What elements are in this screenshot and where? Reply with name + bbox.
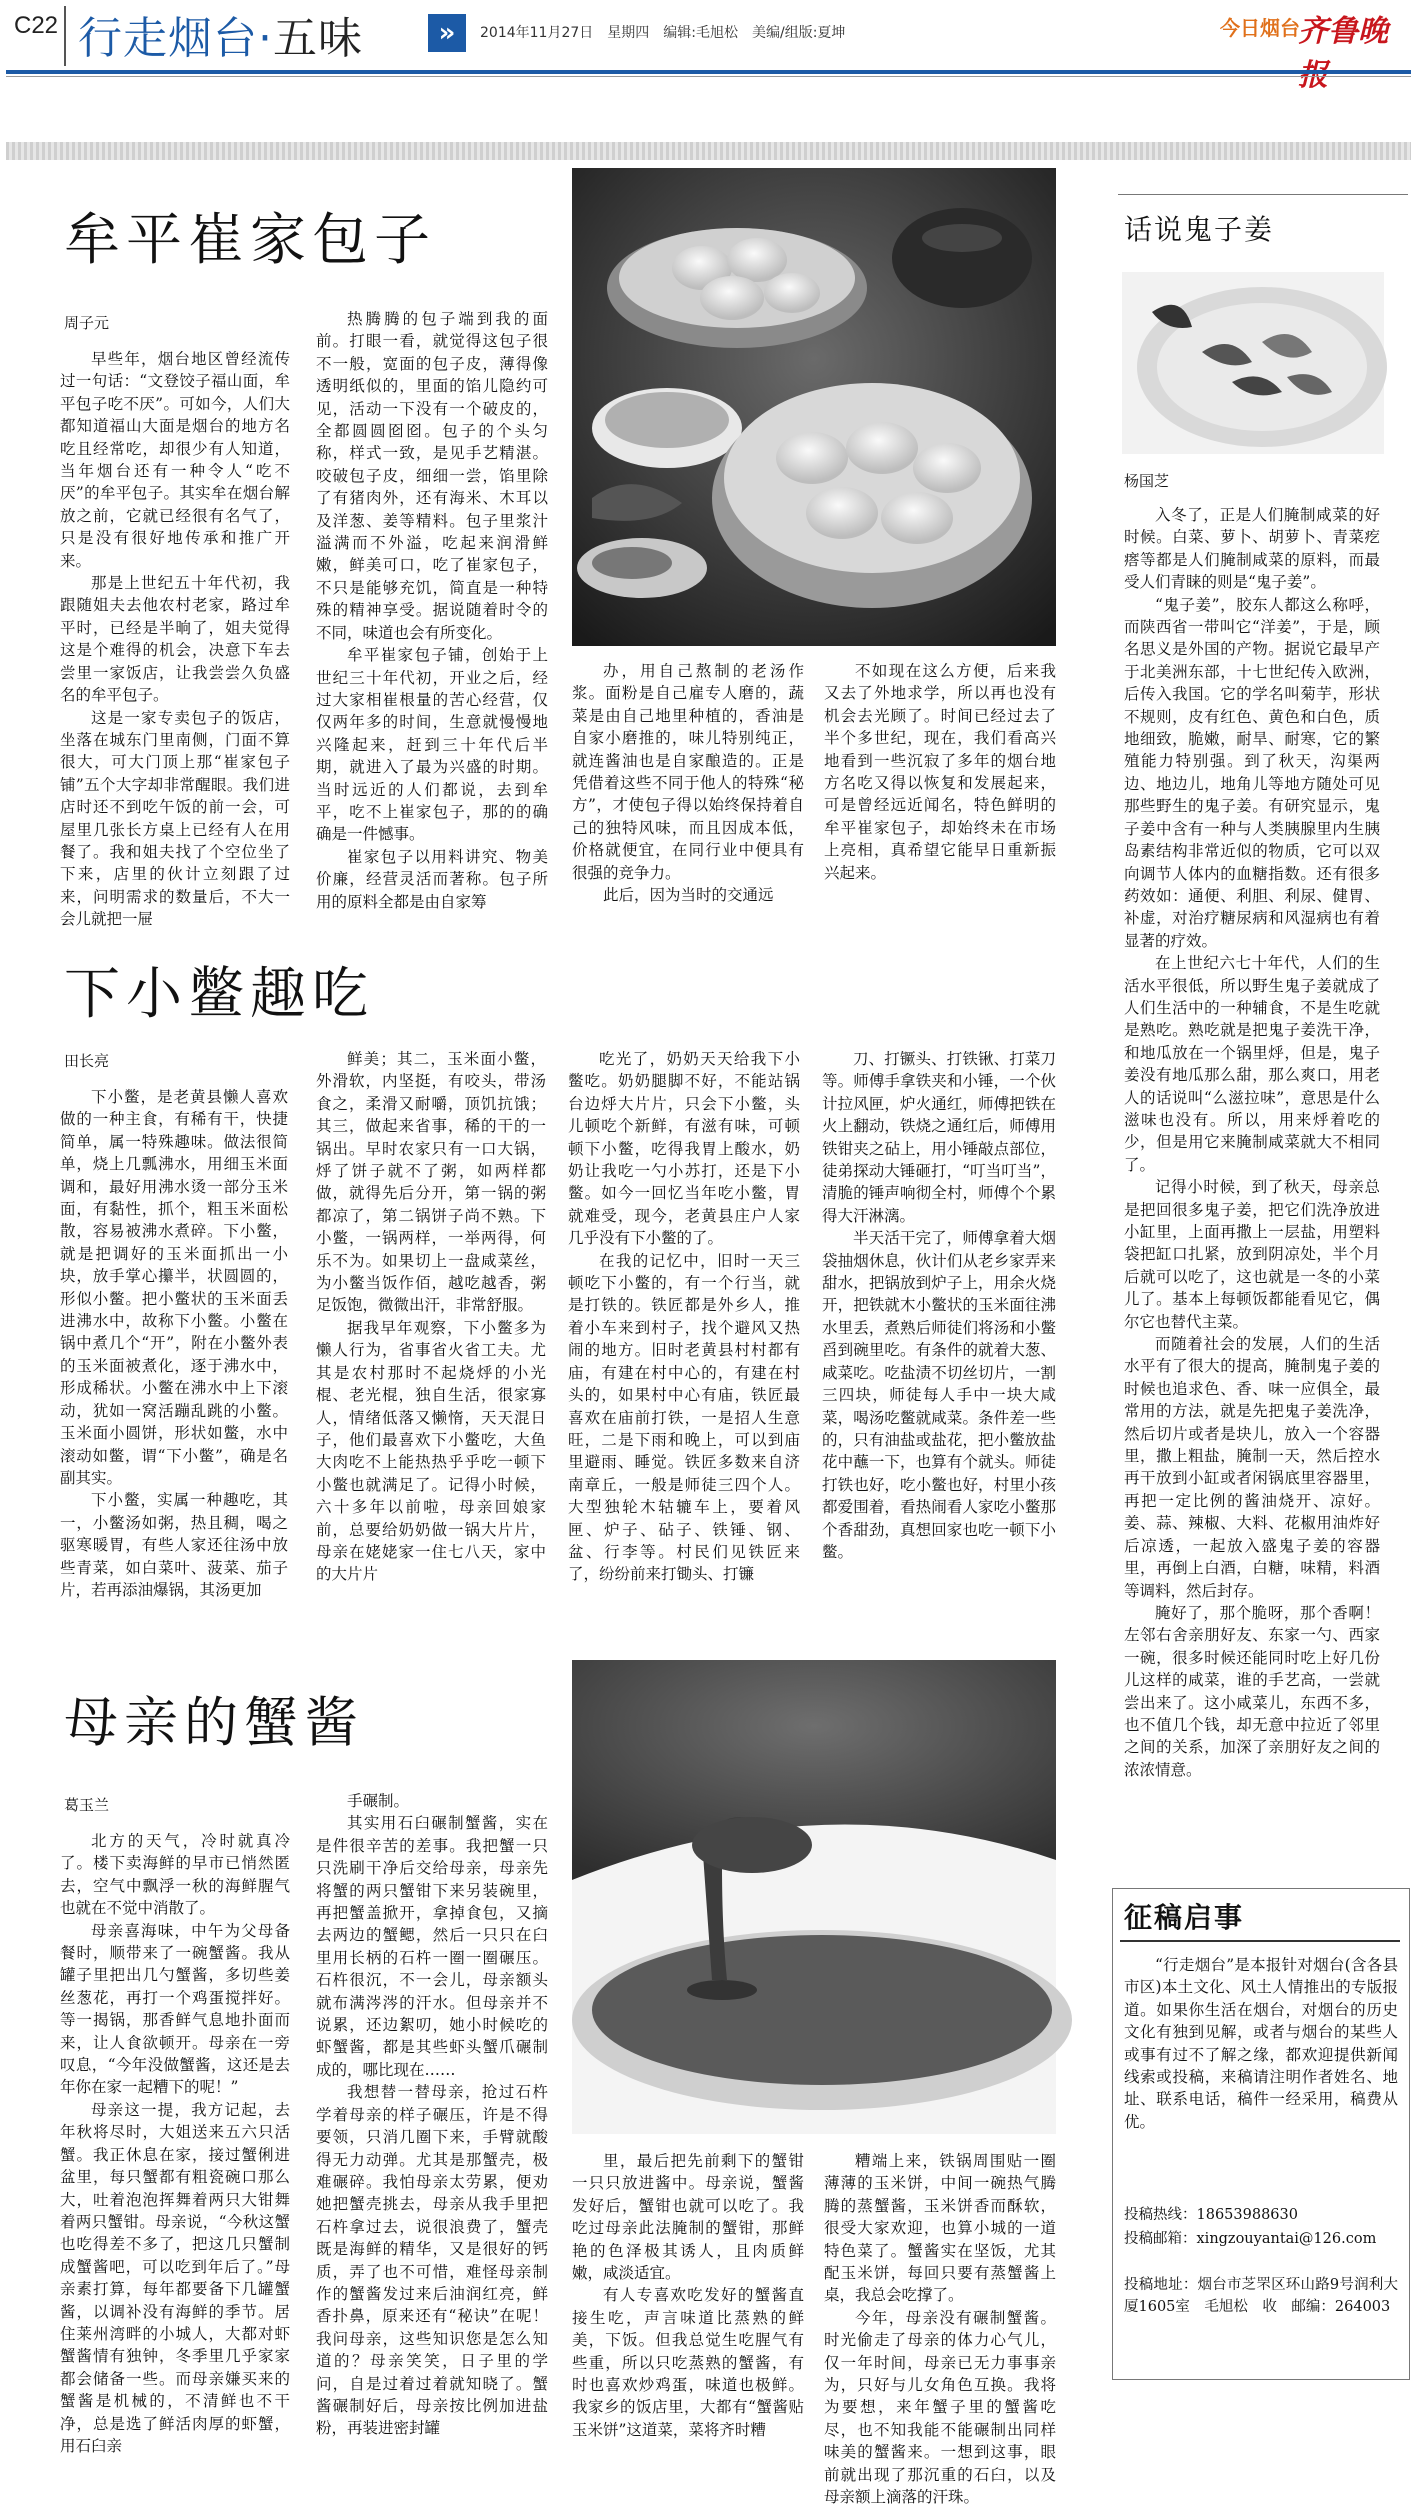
article1-col-2: 热腾腾的包子端到我的面前。打眼一看，就觉得这包子很不一般，宽面的包子皮，薄得像透明纸似的，里面的馅儿隐约可见，活动一下没有一个破皮的，全都圆圆囵囵。包子的个头匀称，样式一致，是见手艺精湛。咬破包子皮，细细一尝，馅里除了有猪肉外，还有海米、木耳以及洋葱、姜等精料。包子里浆汁溢满而不外溢，吃起来润滑鲜嫩，鲜美可口，吃了崔家包子，不只是能够充饥，简直是一种特殊的精神享受。据说随着时令的不同，味道也会有所变化。 牟平崔家包子铺，创始于上世纪三十年代初，开业之后，经过大家相崔根量的苦心经营，仅仅两年多的时间，生意就慢慢地兴隆起来，赶到三十年代后半期，就进入了最为兴盛的时期。当时远近的人们都说，去到牟平，吃不上崔家包子，那的的确确是一件憾事。 崔家包子以用料讲究、物美价廉，经营灵活而著称。包子所用的原料全都是由自家筹 xyxy=(316,310,548,911)
header-rule-thin xyxy=(6,76,1411,77)
article2-byline: 田长亮 xyxy=(64,1052,110,1070)
call-address: 投稿地址：烟台市芝罘区环山路9号润利大厦1605室 毛旭松 收 邮编：264003 xyxy=(1124,2277,1398,2316)
article2-title: 下小鳖趣吃 xyxy=(64,962,374,1027)
newspaper-logo: 齐鲁晚 xyxy=(1298,14,1388,49)
call-text: “行走烟台”是本报针对烟台(含各县市区)本土文化、风土人情推出的专版报道。如果你生活在烟台，对烟台的历史文化有独到见解，或者与烟台的某些人或事有过不了解之缘，都欢迎提供新闻线索或投稿，来稿请注明作者姓名、地址、联系电话，稿件一经采用，稿费从优。 xyxy=(1124,1956,1398,2131)
section-sub: 五味 xyxy=(273,13,363,64)
sidebar-rule xyxy=(1118,194,1408,195)
article2-col-1: 下小鳖，是老黄县懒人喜欢做的一种主食，有稀有干，快捷简单，属一特殊趣味。做法很简单，烧上几瓢沸水，用细玉米面调和，最好用沸水烫一部分玉米面，有黏性，抓个，粗玉米面松散，容易被沸水煮碎。下小鳖，就是把调好的玉米面抓出一小块，放手掌心攥半，状圆圆的，形似小鳖。把小鳖状的玉米面丢进沸水中，故称下小鳖。小鳖在锅中煮几个“开”，附在小鳖外表的玉米面被煮化，逐于沸水中，形成稀状。小鳖在沸水中上下滚动，犹如一窝活蹦乱跳的小鳖。玉米面小圆饼，形状如鳖，水中滚动如鳖，谓“下小鳖”，确是名副其实。 下小鳖，实属一种趣吃，其一，小鳖汤如粥，热且稠，喝之驱寒暖胃，有些人家还往汤中放些青菜，如白菜叶、菠菜、茄子片，若再添油爆锅，其汤更加 xyxy=(60,1088,288,1599)
section-separator: · xyxy=(258,13,273,64)
steamed-buns-photo xyxy=(572,168,1056,646)
call-title-rule xyxy=(1120,1940,1400,1942)
call-title: 征稿启事 xyxy=(1124,1901,1245,1934)
article3-col-3: 里，最后把先前剩下的蟹钳一只只放进酱中。母亲说，蟹酱发好后，蟹钳也就可以吃了。我吃过母亲此法腌制的蟹钳，那鲜艳的色泽极其诱人，且肉质鲜嫩，咸淡适宜。 有人专喜欢吃发好的蟹酱直接生吃，声言味道比蒸熟的鲜美，下饭。但我总觉生吃腥气有些重，所以只吃蒸熟的蟹酱，有时也喜欢炒鸡蛋，味道也极鲜。我家乡的饭店里，大都有“蟹酱贴玉米饼”这道菜，菜将齐时糟 xyxy=(572,2152,804,2439)
issue-meta: 2014年11月27日 星期四 编辑:毛旭松 美编/组版:夏坤 xyxy=(480,25,846,41)
sidebar-text: 入冬了，正是人们腌制咸菜的好时候。白菜、萝卜、胡萝卜、青菜疙瘩等都是人们腌制咸菜的原料，而最受人们青睐的则是“鬼子姜”。 “鬼子姜”，胶东人都这么称呼，而陕西省一带叫它“洋姜”，于是，顾名思义是外国的产物。据说它最早产于北美洲东部，十七世纪传入欧洲，后传入我国。它的学名叫菊芋，形状不规则，皮有红色、黄色和白色，质地细致，脆嫩，耐旱、耐寒，它的繁殖能力特别强。到了秋天，沟渠两边、地边儿，地角儿等地方随处可见那些野生的鬼子姜。有研究显示，鬼子姜中含有一种与人类胰腺里内生胰岛素结构非常近似的物质，它可以双向调节人体内的血糖指数。还有很多药效如：通便、利胆、利尿、健胃、补虚，对治疗糖尿病和风湿病也有着显著的疗效。 在上世纪六七十年代，人们的生活水平很低，所以野生鬼子姜就成了人们生活中的一种辅食，不是生吃就是熟吃。熟吃就是把鬼子姜洗干净，和地瓜放在一个锅里烀，但是，鬼子姜没有地瓜那么甜，那么爽口，用老人的话说叫“么滋拉味”，意思是什么滋味也没有。所以，用来烀着吃的少，但是用它来腌制咸菜就大不相同了。 记得小时候，到了秋天，母亲总是把回很多鬼子姜，把它们洗净放进小缸里，上面再撒上一层盐，用塑料袋把缸口扎紧，放到阴凉处，半个月后就可以吃了，这也就是一冬的小菜儿了。基本上每顿饭都能看见它，偶尔它也替代主菜。 而随着社会的发展，人们的生活水平有了很大的提高，腌制鬼子姜的时候也追求色、香、味一应俱全，最常用的方法，就是先把鬼子姜洗净，然后切片或者是块儿，放入一个容器里，撒上粗盐，腌制一天，然后控水再干放到小缸或者闲锅底里容器里，再把一定比例的酱油烧开、凉好。姜、蒜、辣椒、大料、花椒用油炸好后凉透，一起放入盛鬼子姜的容器里，再倒上白酒，白糖，味精，料酒等调料，然后封存。 腌好了，那个脆呀，那个香啊！左邻右舍亲朋好友、东家一勺、西家一碗，很多时候还能同时吃上好几份儿这样的咸菜，谁的手艺高，一尝就尝出来了。这小咸菜儿，东西不多，也不值几个钱，却无意中拉近了邻里之间的关系，加深了亲朋好友之间的浓浓情意。 xyxy=(1124,506,1380,1779)
sidebar-byline: 杨国芝 xyxy=(1124,472,1170,490)
header-rule xyxy=(6,70,1411,74)
sidebar-title: 话说鬼子姜 xyxy=(1124,213,1275,246)
article1-byline: 周子元 xyxy=(64,314,110,332)
article3-col-4: 糟端上来，铁锅周围贴一圈薄薄的玉米饼，中间一碗热气腾腾的蒸蟹酱，玉米饼香而酥软，很受大家欢迎，也算小城的一道特色菜了。蟹酱实在坚饭，尤其配玉米饼，每回只要有蒸蟹酱上桌，我总会吃撑了。 今年，母亲没有碾制蟹酱。时光偷走了母亲的体力心气儿，仅一年时间，母亲已无力事事亲为，只好与儿女角色互换。我将为要想，来年蟹子里的蟹酱吃尽，也不知我能不能碾制出同样味美的蟹酱来。一想到这事，眼前就出现了那沉重的石臼，以及母亲额上滴落的汗珠。 xyxy=(824,2152,1056,2507)
ginger-dish-photo xyxy=(1122,272,1384,454)
page-header xyxy=(0,0,1417,80)
article2-col-4: 刀、打镢头、打铁锹、打菜刀等。师傅手拿铁夹和小锤，一个伙计拉风匣，炉火通红，师傅把铁在火上翻动，铁烧之通红后，师傅用铁钳夹之砧上，用小锤敲点部位，徒弟探动大锤砸打，“叮当叮当”，清脆的锤声响彻全村，师傅个个累得大汗淋漓。 半天活干完了，师傅拿着大烟袋抽烟休息，伙计们从老乡家弄来甜水，把锅放到炉子上，用余火烧开，把铁就木小鳖状的玉米面往沸水里丢，煮熟后师徒们将汤和小鳖舀到碗里吃。有条件的就着大葱、咸菜吃。吃盐渍不切丝切片，一割三四块，师徒每人手中一块大咸菜，喝汤吃鳖就咸菜。条件差一些的，只有油盐或盐花，把小鳖放盐花中蘸一下，也算有个就头。师徒打铁也好，吃小鳖也好，村里小孩都爱围着，看热闹看人家吃小鳖那个香甜劲，真想回家也吃一顿下小鳖。 xyxy=(822,1050,1056,1561)
double-chevron-icon: » xyxy=(428,14,466,52)
header-divider xyxy=(64,6,66,66)
section-title xyxy=(78,2,363,66)
article1-col-1: 早些年，烟台地区曾经流传过一句话：“文登饺子福山面，牟平包子吃不厌”。可如今，人们大都知道福山大面是烟台的地方名吃且经常吃，却很少有人知道，当年烟台还有一种令人“吃不厌”的牟平包子。其实牟在烟台解放之前，它就已经很有名气了，只是没有很好地传承和推广开来。 那是上世纪五十年代初，我跟随姐夫去他农村老家，路过牟平时，已经是半晌了，姐夫觉得这是个难得的机会，决意下车去尝里一家饭店，让我尝尝久负盛名的牟平包子。 这是一家专卖包子的饭店，坐落在城东门里南侧，门面不算很大，可大门顶上那“崔家包子铺”五个大字却非常醒眼。我们进店时还不到吃午饭的前一会，可屋里几张长方桌上已经有人在用餐了。我和姐夫找了个空位坐了下来，店里的伙计立刻跟了过来，问明需求的数量后，不大一会儿就把一屉 xyxy=(60,350,290,929)
call-hotline: 投稿热线：18653988630 xyxy=(1124,2207,1298,2223)
article1-col-3: 办，用自己熬制的老汤作浆。面粉是自己雇专人磨的，蔬菜是由自己地里种植的，香油是自家小磨推的，味儿特别纯正，就连酱油也是自家酿造的。正是凭借着这些不同于他人的特殊“秘方”，才使包子得以始终保持着自己的独特风味，而且因成本低，价格就便宜，在同行业中便具有很强的竞争力。 此后，因为当时的交通远 xyxy=(572,662,804,905)
article1-title: 牟平崔家包子 xyxy=(64,208,436,273)
article1-col-4: 不如现在这么方便，后来我又去了外地求学，所以再也没有机会去光顾了。时间已经过去了半个多世纪，现在，我们看高兴地看到一些沉寂了多年的烟台地方名吃又得以恢复和发展起来，可是曾经远近闻名，特色鲜明的牟平崔家包子，却始终未在市场上亮相，真希望它能早日重新振兴起来。 xyxy=(824,662,1056,882)
brand-label: 今日烟台 xyxy=(1220,16,1300,40)
article3-byline: 葛玉兰 xyxy=(64,1796,110,1814)
article2-col-2: 鲜美；其二，玉米面小鳖，外滑软，内坚挺，有咬头，带汤食之，柔滑又耐嚼，顶饥抗饿；其三，做起来省事，稀的干的一锅出。早时农家只有一口大锅，烀了饼子就不了粥，如两样都做，就得先后分开，第一锅的粥都凉了，第二锅饼子尚不熟。下小鳖，一锅两样，一举两得，何乐不为。如果切上一盘咸菜丝，为小鳖当饭作佰，越吃越香，粥足饭饱，微微出汗，非常舒服。 据我早年观察，下小鳖多为懒人行为，省事省火省工夫。尤其是农村那时不起烧烀的小光棍、老光棍，独自生活，很家寡人，情绪低落又懒惰，天天混日子，他们最喜欢下小鳖吃，大鱼大肉吃不上能热热乎乎吃一顿下小鳖也就满足了。记得小时候，六十多年以前啦，母亲回娘家前，总要给奶奶做一锅大片片，母亲在姥姥家一住七八天，家中的大片片 xyxy=(316,1050,546,1584)
section-main: 行走烟台 xyxy=(78,13,258,64)
article2-col-3: 吃光了，奶奶天天给我下小鳖吃。奶奶腿脚不好，不能站锅台边烀大片片，只会下小鳖，头儿顿吃个新鲜，有滋有味，可顿顿下小鳖，吃得我胃上酸水，奶奶让我吃一勺小苏打，还是下小鳖。如今一回忆当年吃小鳖，胃就难受，现今，老黄县庄户人家几乎没有下小鳖的了。 在我的记忆中，旧时一天三顿吃下小鳖的，有一个行当，就是打铁的。铁匠都是外乡人，推着小车来到村子，找个避风又热闹的地方。旧时老黄县村村都有庙，有建在村中心的，有建在村头的，如果村中心有庙，铁匠最喜欢在庙前打铁，一是招人生意旺，二是下雨和晚上，可以到庙里避雨、睡觉。铁匠多数来自济南章丘，一般是师徒三四个人。大型独轮木轱辘车上，要着风匣、炉子、砧子、铁锤、钢、盆、行李等。村民们见铁匠来了，纷纷前来打锄头、打镰 xyxy=(568,1050,800,1584)
decorative-band xyxy=(6,142,1411,160)
crab-sauce-photo xyxy=(572,1660,1056,2134)
call-email: 投稿邮箱：xingzouyantai@126.com xyxy=(1124,2231,1377,2247)
article3-title: 母亲的蟹酱 xyxy=(64,1691,364,1754)
page-number: C22 xyxy=(14,12,59,39)
article3-col-1: 北方的天气，冷时就真冷了。楼下卖海鲜的早市已悄然匿去，空气中飘浮一秋的海鲜腥气也就在不觉中消散了。 母亲喜海味，中午为父母备餐时，顺带来了一碗蟹酱。我从罐子里把出几勺蟹酱，多切些姜丝葱花，再打一个鸡蛋搅拌好。等一揭锅，那香鲜气息地扑面而来，让人食欲顿开。母亲在一旁叹息，“今年没做蟹酱，这还是去年你在家一起糟下的呢！” 母亲这一提，我方记起，去年秋将尽时，大姐送来五六只活蟹。我正休息在家，接过蟹俐进盆里，每只蟹都有粗瓷碗口那么大，吐着泡泡挥舞着两只大钳舞着两只蟹钳。母亲说，“今秋这蟹也吃得差不多了，把这几只蟹制成蟹酱吧，可以吃到年后了。”母亲素打算，每年都要备下几罐蟹酱，以调补没有海鲜的季节。居住莱州湾畔的小城人，大都对虾蟹酱情有独钟，冬季里几乎家家都会储备一些。而母亲嫌买来的蟹酱是机械的，不清鲜也不干净，总是选了鲜活肉厚的虾蟹，用石臼亲 xyxy=(60,1832,290,2455)
article3-col-2: 手碾制。 其实用石臼碾制蟹酱，实在是件很辛苦的差事。我把蟹一只只洗刷干净后交给母亲，母亲先将蟹的两只蟹钳下来另装碗里，再把蟹盖掀开，拿掉食包，又摘去两边的蟹鳃，然后一只只在臼里用长柄的石杵一圈一圈碾压。石杵很沉，不一会儿，母亲额头就布满涔涔的汗水。但母亲并不说累，还边絮叨，她小时候吃的虾蟹酱，都是其些虾头蟹爪碾制成的，哪比现在…… 我想替一替母亲，抢过石杵学着母亲的样子碾压，许是不得要领，只消几圈下来，手臂就酸得无力动弹。尤其是那蟹壳，极难碾碎。我怕母亲太劳累，便劝她把蟹壳挑去，母亲从我手里把石杵拿过去，说很浪费了，蟹壳既是海鲜的精华，又是很好的钙质，弄了也不可惜，难怪母亲制作的蟹酱发过来后油润红亮，鲜香扑鼻，原来还有“秘诀”在呢！我问母亲，这些知识您是怎么知道的？母亲笑笑，日子里的学问，自是过着过着就知晓了。蟹酱碾制好后，母亲按比例加进盐粉，再装进密封罐 xyxy=(316,1792,548,2438)
